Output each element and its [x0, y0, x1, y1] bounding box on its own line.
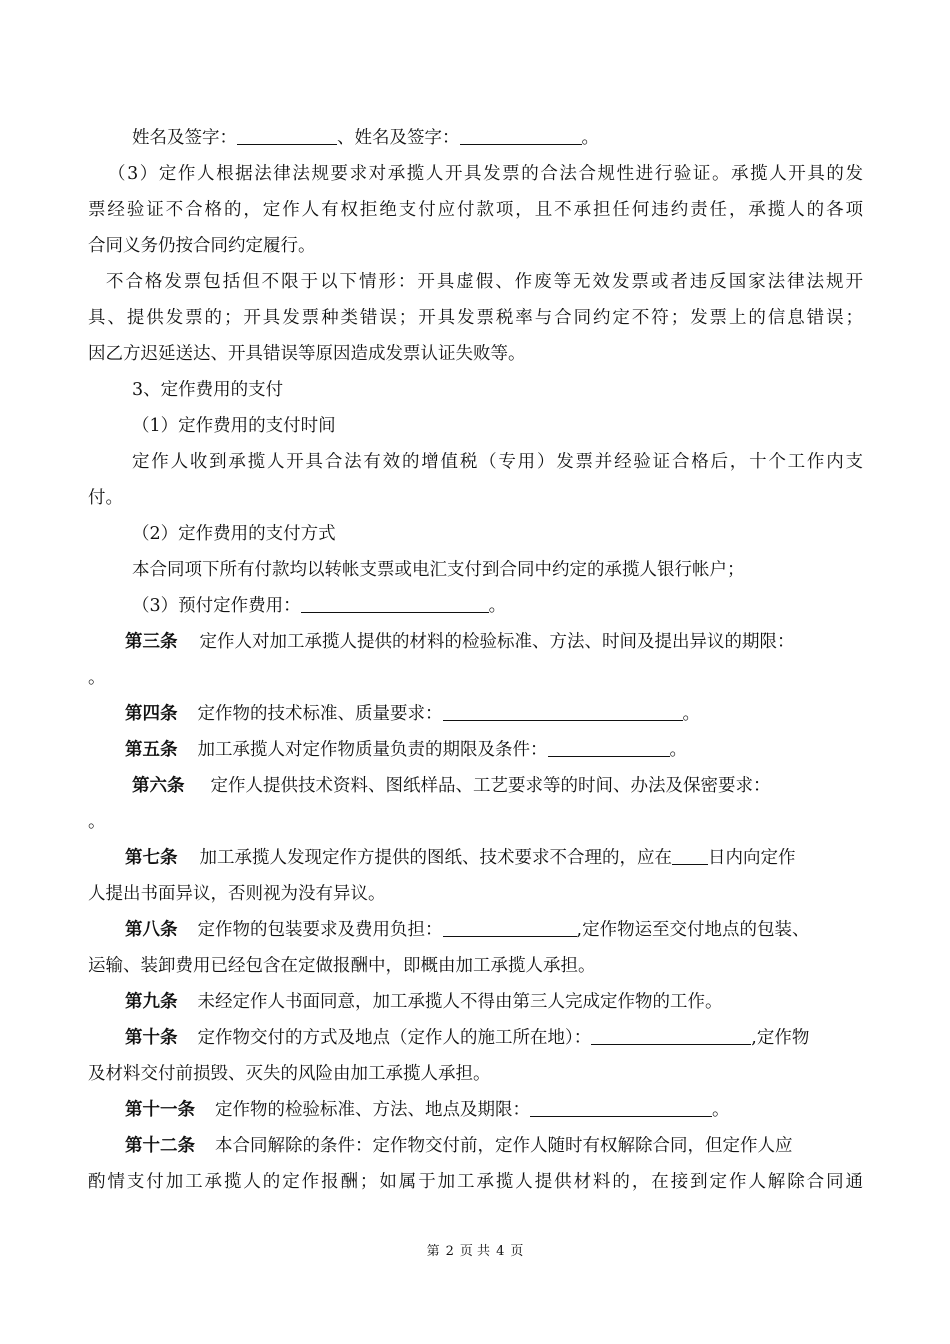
paragraph-line: （3）定作人根据法律法规要求对承揽人开具发票的合法合规性进行验证。承揽人开具的发: [108, 164, 863, 184]
paragraph-line: 。: [88, 668, 106, 688]
article-11-blank: [530, 1098, 712, 1117]
paragraph-line: 具、提供发票的；开具发票种类错误；开具发票税率与合同约定不符；发票上的信息错误；: [88, 308, 863, 328]
article-number: 第三条: [125, 632, 178, 652]
paragraph-line: 因乙方迟延送达、开具错误等原因造成发票认证失败等。: [88, 344, 526, 364]
article-5: 第五条 加工承揽人对定作物质量负责的期限及条件： 。: [125, 740, 687, 760]
article-9: 第九条 未经定作人书面同意，加工承揽人不得由第三人完成定作物的工作。: [125, 992, 723, 1012]
page-footer: 第 2 页 共 4 页: [426, 1244, 524, 1259]
article-7-blank: [672, 846, 708, 865]
article-number: 第十一条: [125, 1100, 195, 1120]
article-5-blank: [548, 738, 670, 757]
paragraph-line: 人提出书面异议，否则视为没有异议。: [88, 884, 386, 904]
paragraph-line: 酌情支付加工承揽人的定作报酬；如属于加工承揽人提供材料的，在接到定作人解除合同通: [88, 1172, 863, 1192]
paragraph-line: 及材料交付前损毁、灭失的风险由加工承揽人承担。: [88, 1064, 491, 1084]
current-page-number: 2: [445, 1244, 454, 1259]
total-page-count: 4: [496, 1244, 505, 1259]
article-3: 第三条 定作人对加工承揽人提供的材料的检验标准、方法、时间及提出异议的期限：: [125, 632, 795, 652]
article-number: 第四条: [125, 704, 178, 724]
article-6: 第六条 定作人提供技术资料、图纸样品、工艺要求等的时间、办法及保密要求：: [132, 776, 771, 796]
article-number: 第十条: [125, 1028, 178, 1048]
article-7: 第七条 加工承揽人发现定作方提供的图纸、技术要求不合理的，应在 日内向定作: [125, 848, 796, 868]
paragraph-line: 定作人收到承揽人开具合法有效的增值税（专用）发票并经验证合格后，十个工作内支: [132, 452, 863, 472]
paragraph-line: 本合同项下所有付款均以转帐支票或电汇支付到合同中约定的承揽人银行帐户；: [132, 560, 745, 580]
paragraph-line: 运输、装卸费用已经包含在定做报酬中，即概由加工承揽人承担。: [88, 956, 596, 976]
article-8-blank: [443, 918, 577, 937]
paragraph-line: 付。: [88, 488, 123, 508]
article-number: 第七条: [125, 848, 178, 868]
article-number: 第九条: [125, 992, 178, 1012]
article-number: 第五条: [125, 740, 178, 760]
signature-blank-2: [460, 126, 582, 145]
section-heading: 3、定作费用的支付: [132, 380, 284, 400]
signature-blank-1: [237, 126, 337, 145]
prepayment-blank: [301, 594, 489, 613]
paragraph-line: 。: [88, 812, 106, 832]
subsection-heading: （2）定作费用的支付方式: [132, 524, 336, 544]
paragraph-line: 不合格发票包括但不限于以下情形：开具虚假、作废等无效发票或者违反国家法律法规开: [106, 272, 863, 292]
prepayment-line: （3）预付定作费用： 。: [132, 596, 507, 616]
subsection-heading: （1）定作费用的支付时间: [132, 416, 336, 436]
article-number: 第六条: [132, 776, 185, 796]
paragraph-line: 票经验证不合格的，定作人有权拒绝支付应付款项，且不承担任何违约责任，承揽人的各项: [88, 200, 863, 220]
article-8: 第八条 定作物的包装要求及费用负担： ,定作物运至交付地点的包装、: [125, 920, 810, 940]
article-12: 第十二条 本合同解除的条件：定作物交付前，定作人随时有权解除合同，但定作人应: [125, 1136, 793, 1156]
article-4: 第四条 定作物的技术标准、质量要求： 。: [125, 704, 700, 724]
article-4-blank: [443, 702, 683, 721]
article-10: 第十条 定作物交付的方式及地点（定作人的施工所在地）： ,定作物: [125, 1028, 810, 1048]
article-number: 第八条: [125, 920, 178, 940]
article-number: 第十二条: [125, 1136, 195, 1156]
paragraph-line: 合同义务仍按合同约定履行。: [88, 236, 316, 256]
article-11: 第十一条 定作物的检验标准、方法、地点及期限： 。: [125, 1100, 730, 1120]
signature-line: 姓名及签字： 、姓名及签字： 。: [132, 128, 599, 148]
article-10-blank: [591, 1026, 751, 1045]
